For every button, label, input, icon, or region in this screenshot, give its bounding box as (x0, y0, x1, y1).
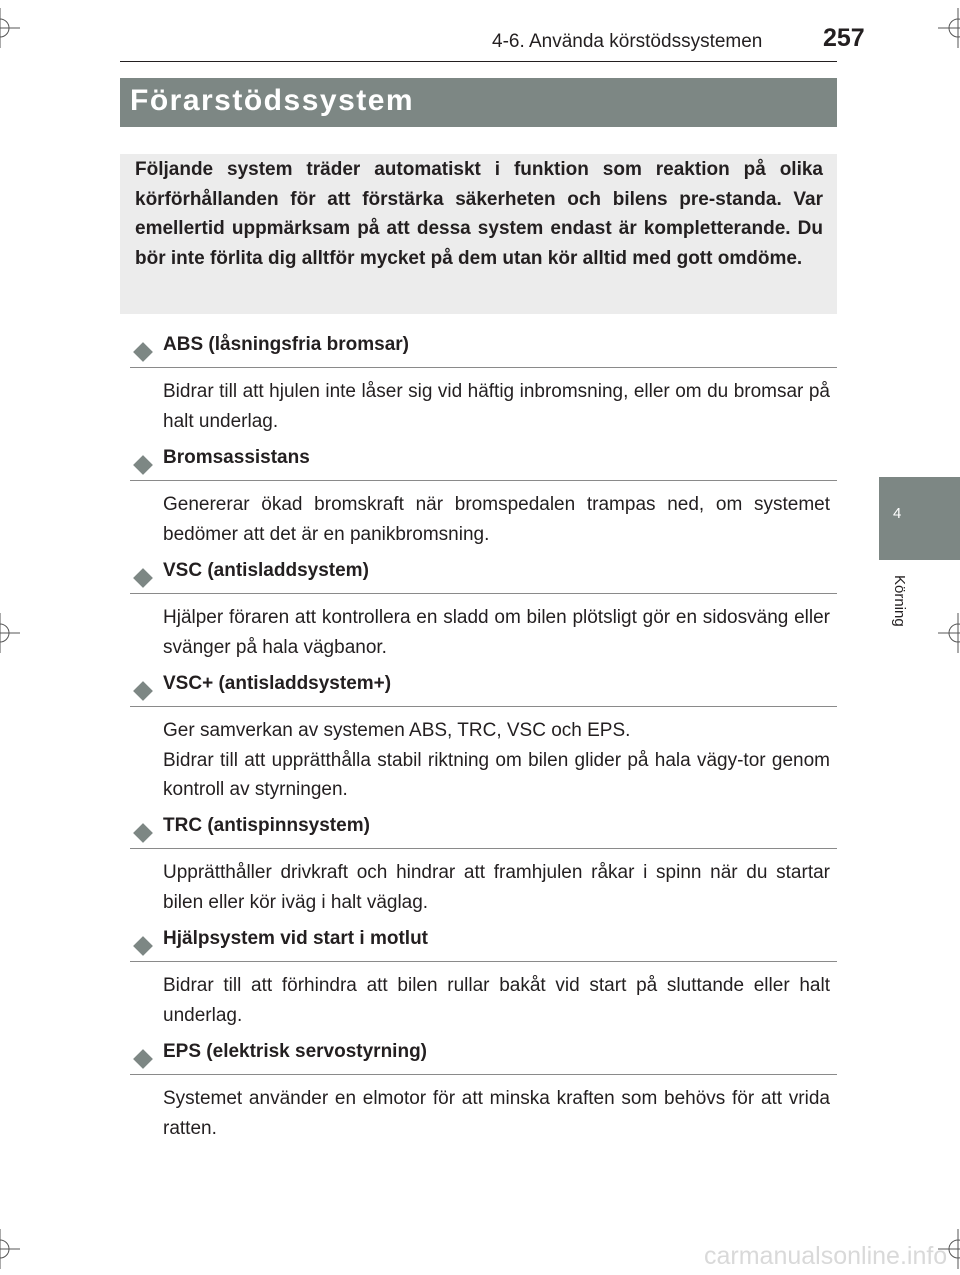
intro-box (120, 154, 837, 314)
section-head (130, 1038, 837, 1075)
section-title: TRC (antispinnsystem) (163, 815, 370, 836)
section-abs (130, 331, 837, 432)
chapter-tab (879, 477, 960, 560)
diamond-bullet-icon (133, 342, 153, 362)
diamond-bullet-icon (133, 568, 153, 588)
diamond-bullet-icon (133, 936, 153, 956)
watermark: carmanualsonline.info (704, 1242, 948, 1270)
chapter-number: 4 (893, 505, 902, 522)
crop-mark-bottom-left (0, 1229, 20, 1269)
section-title: Hjälpsystem vid start i motlut (163, 928, 429, 949)
section-trc (130, 812, 837, 913)
header-rule (120, 61, 837, 62)
section-body: Upprätthåller drivkraft och hindrar att framhjulen råkar i spinn när du startar bilen eller kör iväg i halt väglag. (163, 862, 830, 913)
section-title: Bromsassistans (163, 447, 310, 468)
section-title: ABS (låsningsfria bromsar) (163, 334, 409, 355)
page-number: 257 (823, 24, 865, 52)
diamond-bullet-icon (133, 1049, 153, 1069)
section-head (130, 331, 837, 368)
diamond-bullet-icon (133, 823, 153, 843)
diamond-bullet-icon (133, 681, 153, 701)
page-title-bar (120, 78, 837, 127)
section-title: VSC+ (antisladdsystem+) (163, 673, 392, 694)
section-vsc-plus (130, 670, 837, 800)
section-head (130, 812, 837, 849)
section-head (130, 444, 837, 481)
section-hill-start (130, 925, 837, 1026)
section-body: Bidrar till att upprätthålla stabil riktning om bilen glider på hala vägy-tor genom kontroll av styrningen. (163, 749, 830, 800)
crop-mark-top-right (938, 8, 960, 48)
diamond-bullet-icon (133, 455, 153, 475)
crop-mark-mid-left (0, 613, 20, 653)
section-body: Bidrar till att hjulen inte låser sig vid häftig inbromsning, eller om du bromsar på halt underlag. (163, 381, 830, 432)
section-body: Bidrar till att förhindra att bilen rullar bakåt vid start på sluttande eller halt underlag. (163, 975, 830, 1026)
section-bromsassistans (130, 444, 837, 545)
section-title: EPS (elektrisk servostyrning) (163, 1041, 427, 1062)
page-title: Förarstödssystem (130, 84, 415, 117)
section-body: Hjälper föraren att kontrollera en sladd om bilen plötsligt gör en sidosväng eller svänger på hala vägbanor. (163, 607, 830, 658)
section-vsc (130, 557, 837, 658)
section-body: Genererar ökad bromskraft när bromspedalen trampas ned, om systemet bedömer att det är en panikbromsning. (163, 494, 830, 545)
section-head (130, 670, 837, 707)
crop-mark-mid-right (938, 613, 960, 653)
section-head (130, 925, 837, 962)
section-head (130, 557, 837, 594)
section-body: Systemet använder en elmotor för att minska kraften som behövs för att vrida ratten. (163, 1088, 830, 1139)
section-eps (130, 1038, 837, 1139)
crop-mark-top-left (0, 8, 20, 48)
section-body-line: Ger samverkan av systemen ABS, TRC, VSC och EPS. (163, 720, 631, 741)
header-section-title: 4-6. Använda körstödssystemen (492, 31, 763, 52)
chapter-side-label: Körning (891, 575, 908, 627)
section-title: VSC (antisladdsystem) (163, 560, 369, 581)
intro-text: Följande system träder automatiskt i funktion som reaktion på olika körförhållanden för att förstärka säkerheten och bilens pre-standa. Var emellertid uppmärksam på att dessa system endast är kompletterande. Du bör inte förlita dig alltför mycket på dem utan kör alltid med gott omdöme. (135, 159, 823, 269)
